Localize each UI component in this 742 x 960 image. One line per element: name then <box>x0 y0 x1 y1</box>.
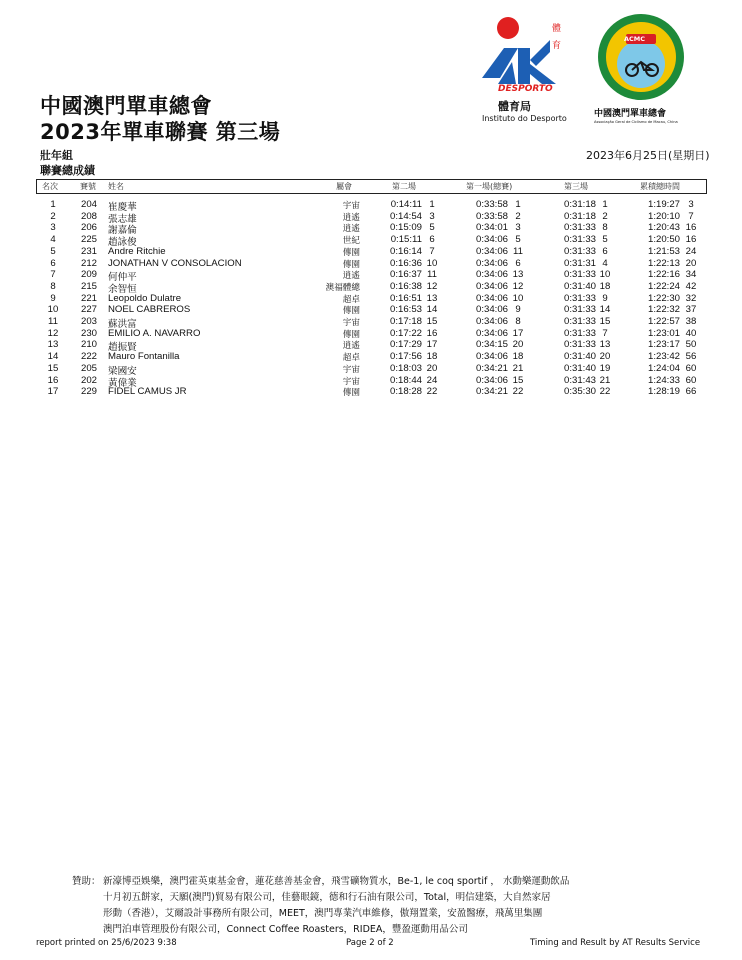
stage3-rank: 22 <box>599 386 611 398</box>
total-time: 1:23:17 <box>647 339 680 351</box>
table-row <box>0 339 742 354</box>
table-row <box>0 281 742 293</box>
stage3-time: 0:31:33 <box>563 245 596 257</box>
stage1-rank: 22 <box>512 386 524 398</box>
stage3-rank: 4 <box>602 257 608 269</box>
timing-credit: Timing and Result by AT Results Service <box>530 938 701 948</box>
acmc-name-cn: 中國澳門單車總會 <box>594 109 667 119</box>
stage1-rank: 10 <box>512 292 524 304</box>
stage1-time: 0:34:06 <box>475 316 508 327</box>
stage2-time: 0:17:29 <box>389 339 422 351</box>
total-time: 1:24:33 <box>647 374 680 386</box>
stage2-time: 0:17:56 <box>389 351 422 363</box>
rank: 15 <box>47 362 59 374</box>
total-time: 1:24:04 <box>647 362 680 374</box>
acmc-logo <box>592 12 692 132</box>
col-stage3-header: 第三場 <box>564 182 588 191</box>
rank: 9 <box>50 292 56 304</box>
stage3-time: 0:31:33 <box>563 327 596 339</box>
stage2-rank: 14 <box>426 304 438 316</box>
stage2-rank: 18 <box>426 351 438 363</box>
stage2-rank: 1 <box>429 199 435 210</box>
table-row <box>0 304 742 316</box>
stage2-time: 0:16:51 <box>389 292 422 304</box>
rank: 1 <box>50 199 56 210</box>
stage1-time: 0:34:06 <box>475 257 508 269</box>
stage3-rank: 13 <box>599 339 611 351</box>
report-printed: report printed on 25/6/2023 9:38 <box>36 938 177 948</box>
table-row <box>0 328 742 340</box>
total-points: 38 <box>685 316 697 327</box>
sponsor-line-2: 十月初五餅家，天願(澳門)貿易有限公司，佳藝眼鏡，德和行石油有限公司，Total，明信建築，大自然家居 <box>103 892 551 903</box>
stage3-rank: 2 <box>602 210 608 222</box>
team: 澳福體總 <box>325 281 360 292</box>
stage2-rank: 12 <box>426 280 438 292</box>
total-points: 24 <box>685 245 697 257</box>
stage3-rank: 9 <box>602 292 608 304</box>
stage3-time: 0:31:40 <box>563 351 596 363</box>
stage1-rank: 2 <box>515 210 521 222</box>
stage3-rank: 5 <box>602 234 608 246</box>
stage2-rank: 20 <box>426 362 438 374</box>
rank: 4 <box>50 234 56 246</box>
rider-name: Mauro Fontanilla <box>108 351 180 363</box>
total-points: 32 <box>685 292 697 304</box>
table-row <box>0 258 742 270</box>
rider-name: 何仲平 <box>108 272 137 284</box>
col-bib-header: 賽號 <box>80 182 96 191</box>
team: 宇宙 <box>342 363 360 374</box>
stage1-time: 0:34:21 <box>475 362 508 374</box>
sponsor-line-4: 澳門泊車管理股份有限公司，Connect Coffee Roasters，RIDEA，豐盈運動用品公司 <box>103 924 468 935</box>
table-row <box>0 375 742 387</box>
stage2-rank: 16 <box>426 327 438 339</box>
col-stage2-header: 第二場 <box>392 182 416 191</box>
rank: 12 <box>47 327 59 339</box>
stage1-time: 0:34:06 <box>475 269 508 281</box>
stage1-time: 0:34:21 <box>475 386 508 398</box>
stage1-time: 0:34:06 <box>475 304 508 316</box>
bib: 209 <box>80 269 97 281</box>
stage2-time: 0:16:14 <box>389 245 422 257</box>
stage2-rank: 11 <box>427 269 437 281</box>
stage1-rank: 8 <box>515 316 521 327</box>
stage2-rank: 7 <box>429 245 435 257</box>
stage2-time: 0:16:53 <box>389 304 422 316</box>
total-points: 16 <box>685 234 697 246</box>
stage1-time: 0:33:58 <box>475 199 508 210</box>
total-points: 34 <box>685 269 697 281</box>
stage2-time: 0:14:54 <box>389 210 422 222</box>
rank: 14 <box>47 351 59 363</box>
acmc-badge-icon <box>596 12 686 102</box>
rider-name: 余智恒 <box>108 283 137 295</box>
stage1-time: 0:34:06 <box>475 374 508 386</box>
rider-name: 梁國安 <box>108 365 137 377</box>
stage3-time: 0:31:33 <box>563 222 596 234</box>
stage1-rank: 9 <box>515 304 521 316</box>
col-total-header: 累積總時間 <box>640 182 680 191</box>
bib: 215 <box>80 280 97 292</box>
table-row <box>0 351 742 363</box>
bib: 229 <box>80 386 97 398</box>
stage1-rank: 20 <box>512 339 524 351</box>
team: 宇宙 <box>342 200 360 210</box>
team: 宇宙 <box>342 317 360 327</box>
stage2-rank: 3 <box>429 210 435 222</box>
stage3-time: 0:31:31 <box>563 257 596 269</box>
table-row <box>0 199 742 211</box>
rank: 8 <box>50 280 56 292</box>
stage3-rank: 18 <box>599 280 611 292</box>
rider-name: NOEL CABREROS <box>108 304 191 316</box>
rider-name: JONATHAN V CONSOLACION <box>108 257 242 269</box>
stage2-rank: 10 <box>426 257 438 269</box>
desporto-logo <box>478 14 578 126</box>
rank: 11 <box>48 316 58 327</box>
team: 傳園 <box>342 305 360 316</box>
team: 超卓 <box>342 293 360 304</box>
sponsor-label: 贊助： <box>72 876 101 887</box>
total-time: 1:21:53 <box>647 245 680 257</box>
sponsor-line-3: 形動（香港），艾爾設計事務所有限公司，MEET，澳門專業汽車維修，傲翔置業，安盈醫療，飛萬里集團 <box>103 908 543 919</box>
rider-name: 謝嘉倫 <box>108 225 137 237</box>
desporto-name-pt: Instituto do Desporto <box>482 114 567 123</box>
results-subtitle: 聯賽總成績 <box>40 164 95 177</box>
stage2-time: 0:18:44 <box>389 374 422 386</box>
desporto-char-2: 育 <box>552 41 562 51</box>
total-time: 1:22:30 <box>647 292 680 304</box>
rider-name: Leopoldo Dulatre <box>108 292 182 304</box>
rank: 10 <box>47 304 59 316</box>
stage3-time: 0:31:43 <box>563 374 596 386</box>
title-organization: 中國澳門單車總會 <box>40 94 212 118</box>
stage1-rank: 18 <box>512 351 524 363</box>
rank: 16 <box>47 374 59 386</box>
table-row <box>0 386 742 398</box>
rider-name: Andre Ritchie <box>108 245 166 257</box>
stage2-rank: 15 <box>426 316 438 327</box>
table-row <box>0 222 742 237</box>
total-points: 60 <box>685 362 697 374</box>
total-points: 56 <box>685 351 697 363</box>
stage2-time: 0:14:11 <box>390 199 422 210</box>
total-points: 3 <box>688 199 694 210</box>
stage2-time: 0:15:09 <box>389 222 422 234</box>
rank: 2 <box>50 210 56 222</box>
stage3-rank: 15 <box>599 316 611 327</box>
table-row <box>0 293 742 305</box>
stage1-time: 0:34:06 <box>475 351 508 363</box>
total-time: 1:22:32 <box>647 304 680 316</box>
stage2-time: 0:17:22 <box>389 327 422 339</box>
group-label: 壯年組 <box>40 149 73 162</box>
stage3-time: 0:31:18 <box>563 199 596 210</box>
page-number: Page 2 of 2 <box>346 938 394 948</box>
team: 傳園 <box>342 387 360 398</box>
stage3-rank: 8 <box>602 222 608 234</box>
rider-name: EMILIO A. NAVARRO <box>108 327 201 339</box>
stage3-time: 0:31:18 <box>563 210 596 222</box>
desporto-char-1: 體 <box>552 24 562 34</box>
stage3-rank: 19 <box>599 362 611 374</box>
rider-name: 黃偉業 <box>108 377 137 389</box>
acmc-badge-text: ACMC <box>624 35 646 43</box>
stage1-time: 0:34:01 <box>475 222 508 234</box>
bib: 202 <box>80 374 97 386</box>
total-points: 66 <box>685 386 697 398</box>
stage1-rank: 3 <box>515 222 521 234</box>
stage2-time: 0:15:11 <box>390 234 422 246</box>
total-time: 1:22:24 <box>647 280 680 292</box>
stage3-time: 0:31:33 <box>563 316 596 327</box>
rank: 6 <box>50 257 56 269</box>
bib: 212 <box>80 257 97 269</box>
table-row <box>0 363 742 375</box>
stage2-time: 0:16:36 <box>389 257 422 269</box>
total-points: 50 <box>685 339 697 351</box>
stage2-time: 0:18:03 <box>389 362 422 374</box>
table-row <box>0 269 742 284</box>
team: 傳園 <box>342 328 360 339</box>
stage3-rank: 1 <box>602 199 608 210</box>
bib: 204 <box>80 199 97 210</box>
stage1-rank: 1 <box>515 199 521 210</box>
rider-name: 張志雄 <box>108 213 137 225</box>
bib: 208 <box>80 210 97 222</box>
total-points: 40 <box>685 327 697 339</box>
rank: 17 <box>47 386 59 398</box>
team: 逍遙 <box>342 223 360 234</box>
stage3-time: 0:31:33 <box>563 292 596 304</box>
team: 世紀 <box>342 235 360 246</box>
stage1-rank: 15 <box>512 374 524 386</box>
stage3-time: 0:31:33 <box>563 234 596 246</box>
bib: 203 <box>80 316 97 327</box>
desporto-name-cn: 體育局 <box>498 100 531 113</box>
total-points: 16 <box>685 222 697 234</box>
rider-name: FIDEL CAMUS JR <box>108 386 187 398</box>
table-row <box>0 234 742 249</box>
rider-name: 崔慶華 <box>108 202 137 213</box>
stage2-time: 0:16:37 <box>389 269 422 281</box>
stage1-rank: 6 <box>515 257 521 269</box>
col-team-header: 屬會 <box>336 182 352 191</box>
total-points: 20 <box>685 257 697 269</box>
team: 傳園 <box>342 258 360 269</box>
stage1-time: 0:34:06 <box>475 245 508 257</box>
event-date: 2023年6月25日(星期日) <box>586 149 710 162</box>
rank: 3 <box>50 222 56 234</box>
rider-name: 趙振賢 <box>108 342 137 354</box>
stage1-rank: 11 <box>513 245 523 257</box>
stage3-rank: 14 <box>599 304 611 316</box>
bib: 210 <box>80 339 97 351</box>
stage2-rank: 6 <box>429 234 435 246</box>
total-time: 1:20:43 <box>647 222 680 234</box>
stage2-time: 0:17:18 <box>389 316 422 327</box>
stage3-time: 0:31:33 <box>563 269 596 281</box>
rider-name: 趙詠俊 <box>108 237 137 249</box>
stage3-rank: 20 <box>599 351 611 363</box>
team: 宇宙 <box>342 375 360 386</box>
bib: 222 <box>80 351 97 363</box>
stage1-time: 0:34:06 <box>475 327 508 339</box>
stage1-time: 0:34:06 <box>475 234 508 246</box>
stage1-rank: 21 <box>512 362 524 374</box>
table-header-box <box>36 179 707 194</box>
stage1-time: 0:34:06 <box>475 280 508 292</box>
stage1-rank: 17 <box>512 327 524 339</box>
team: 逍遙 <box>342 270 360 281</box>
total-points: 60 <box>685 374 697 386</box>
col-name-header: 姓名 <box>108 182 124 191</box>
total-time: 1:23:42 <box>647 351 680 363</box>
total-time: 1:28:19 <box>647 386 680 398</box>
team: 超卓 <box>342 352 360 363</box>
col-rank-header: 名次 <box>42 182 58 191</box>
stage3-rank: 6 <box>602 245 608 257</box>
team: 傳園 <box>342 246 360 257</box>
bib: 231 <box>80 245 97 257</box>
desporto-brand: DESPORTO <box>498 84 553 94</box>
stage2-rank: 22 <box>426 386 438 398</box>
stage1-rank: 5 <box>515 234 521 246</box>
stage2-rank: 24 <box>426 374 438 386</box>
total-points: 37 <box>685 304 697 316</box>
bib: 221 <box>80 292 97 304</box>
acmc-name-pt: Associação Geral de Ciclismo de Macau, China <box>594 120 678 124</box>
total-time: 1:19:27 <box>647 199 680 210</box>
stage1-rank: 13 <box>512 269 524 281</box>
stage2-time: 0:16:38 <box>389 280 422 292</box>
stage3-rank: 7 <box>602 327 608 339</box>
rider-name: 蘇洪富 <box>108 319 137 330</box>
stage3-rank: 10 <box>599 269 611 281</box>
rank: 7 <box>50 269 56 281</box>
title-event: 2023年單車聯賽 第三場 <box>40 120 281 144</box>
bib: 230 <box>80 327 97 339</box>
col-stage1-header: 第一場(總賽) <box>466 182 513 191</box>
total-time: 1:23:01 <box>647 327 680 339</box>
team: 逍遙 <box>342 211 360 222</box>
stage3-time: 0:31:33 <box>563 339 596 351</box>
stage1-rank: 12 <box>512 280 524 292</box>
team: 逍遙 <box>342 340 360 351</box>
stage1-time: 0:33:58 <box>475 210 508 222</box>
total-time: 1:22:16 <box>647 269 680 281</box>
stage2-rank: 17 <box>426 339 438 351</box>
stage2-rank: 13 <box>426 292 438 304</box>
stage3-time: 0:35:30 <box>563 386 596 398</box>
stage3-time: 0:31:33 <box>563 304 596 316</box>
total-time: 1:20:50 <box>647 234 680 246</box>
stage3-time: 0:31:40 <box>563 362 596 374</box>
stage3-rank: 21 <box>599 374 611 386</box>
stage2-rank: 5 <box>429 222 435 234</box>
total-time: 1:20:10 <box>647 210 680 222</box>
total-points: 42 <box>685 280 697 292</box>
total-time: 1:22:57 <box>647 316 680 327</box>
stage1-time: 0:34:15 <box>475 339 508 351</box>
bib: 227 <box>80 304 97 316</box>
total-points: 7 <box>688 210 694 222</box>
rank: 5 <box>50 245 56 257</box>
total-time: 1:22:13 <box>647 257 680 269</box>
sponsor-line-1: 新濠博亞娛樂，澳門霍英東基金會，蓮花慈善基金會，飛雪礦物質水，Be-1, le coq sportif ， 水動樂運動飲品 <box>103 876 570 887</box>
stage2-time: 0:18:28 <box>389 386 422 398</box>
stage1-time: 0:34:06 <box>475 292 508 304</box>
bib: 206 <box>80 222 97 234</box>
bib: 225 <box>80 234 97 246</box>
table-row <box>0 211 742 223</box>
table-row <box>0 316 742 328</box>
table-row <box>0 246 742 258</box>
stage3-time: 0:31:40 <box>563 280 596 292</box>
rank: 13 <box>47 339 59 351</box>
bib: 205 <box>80 362 97 374</box>
